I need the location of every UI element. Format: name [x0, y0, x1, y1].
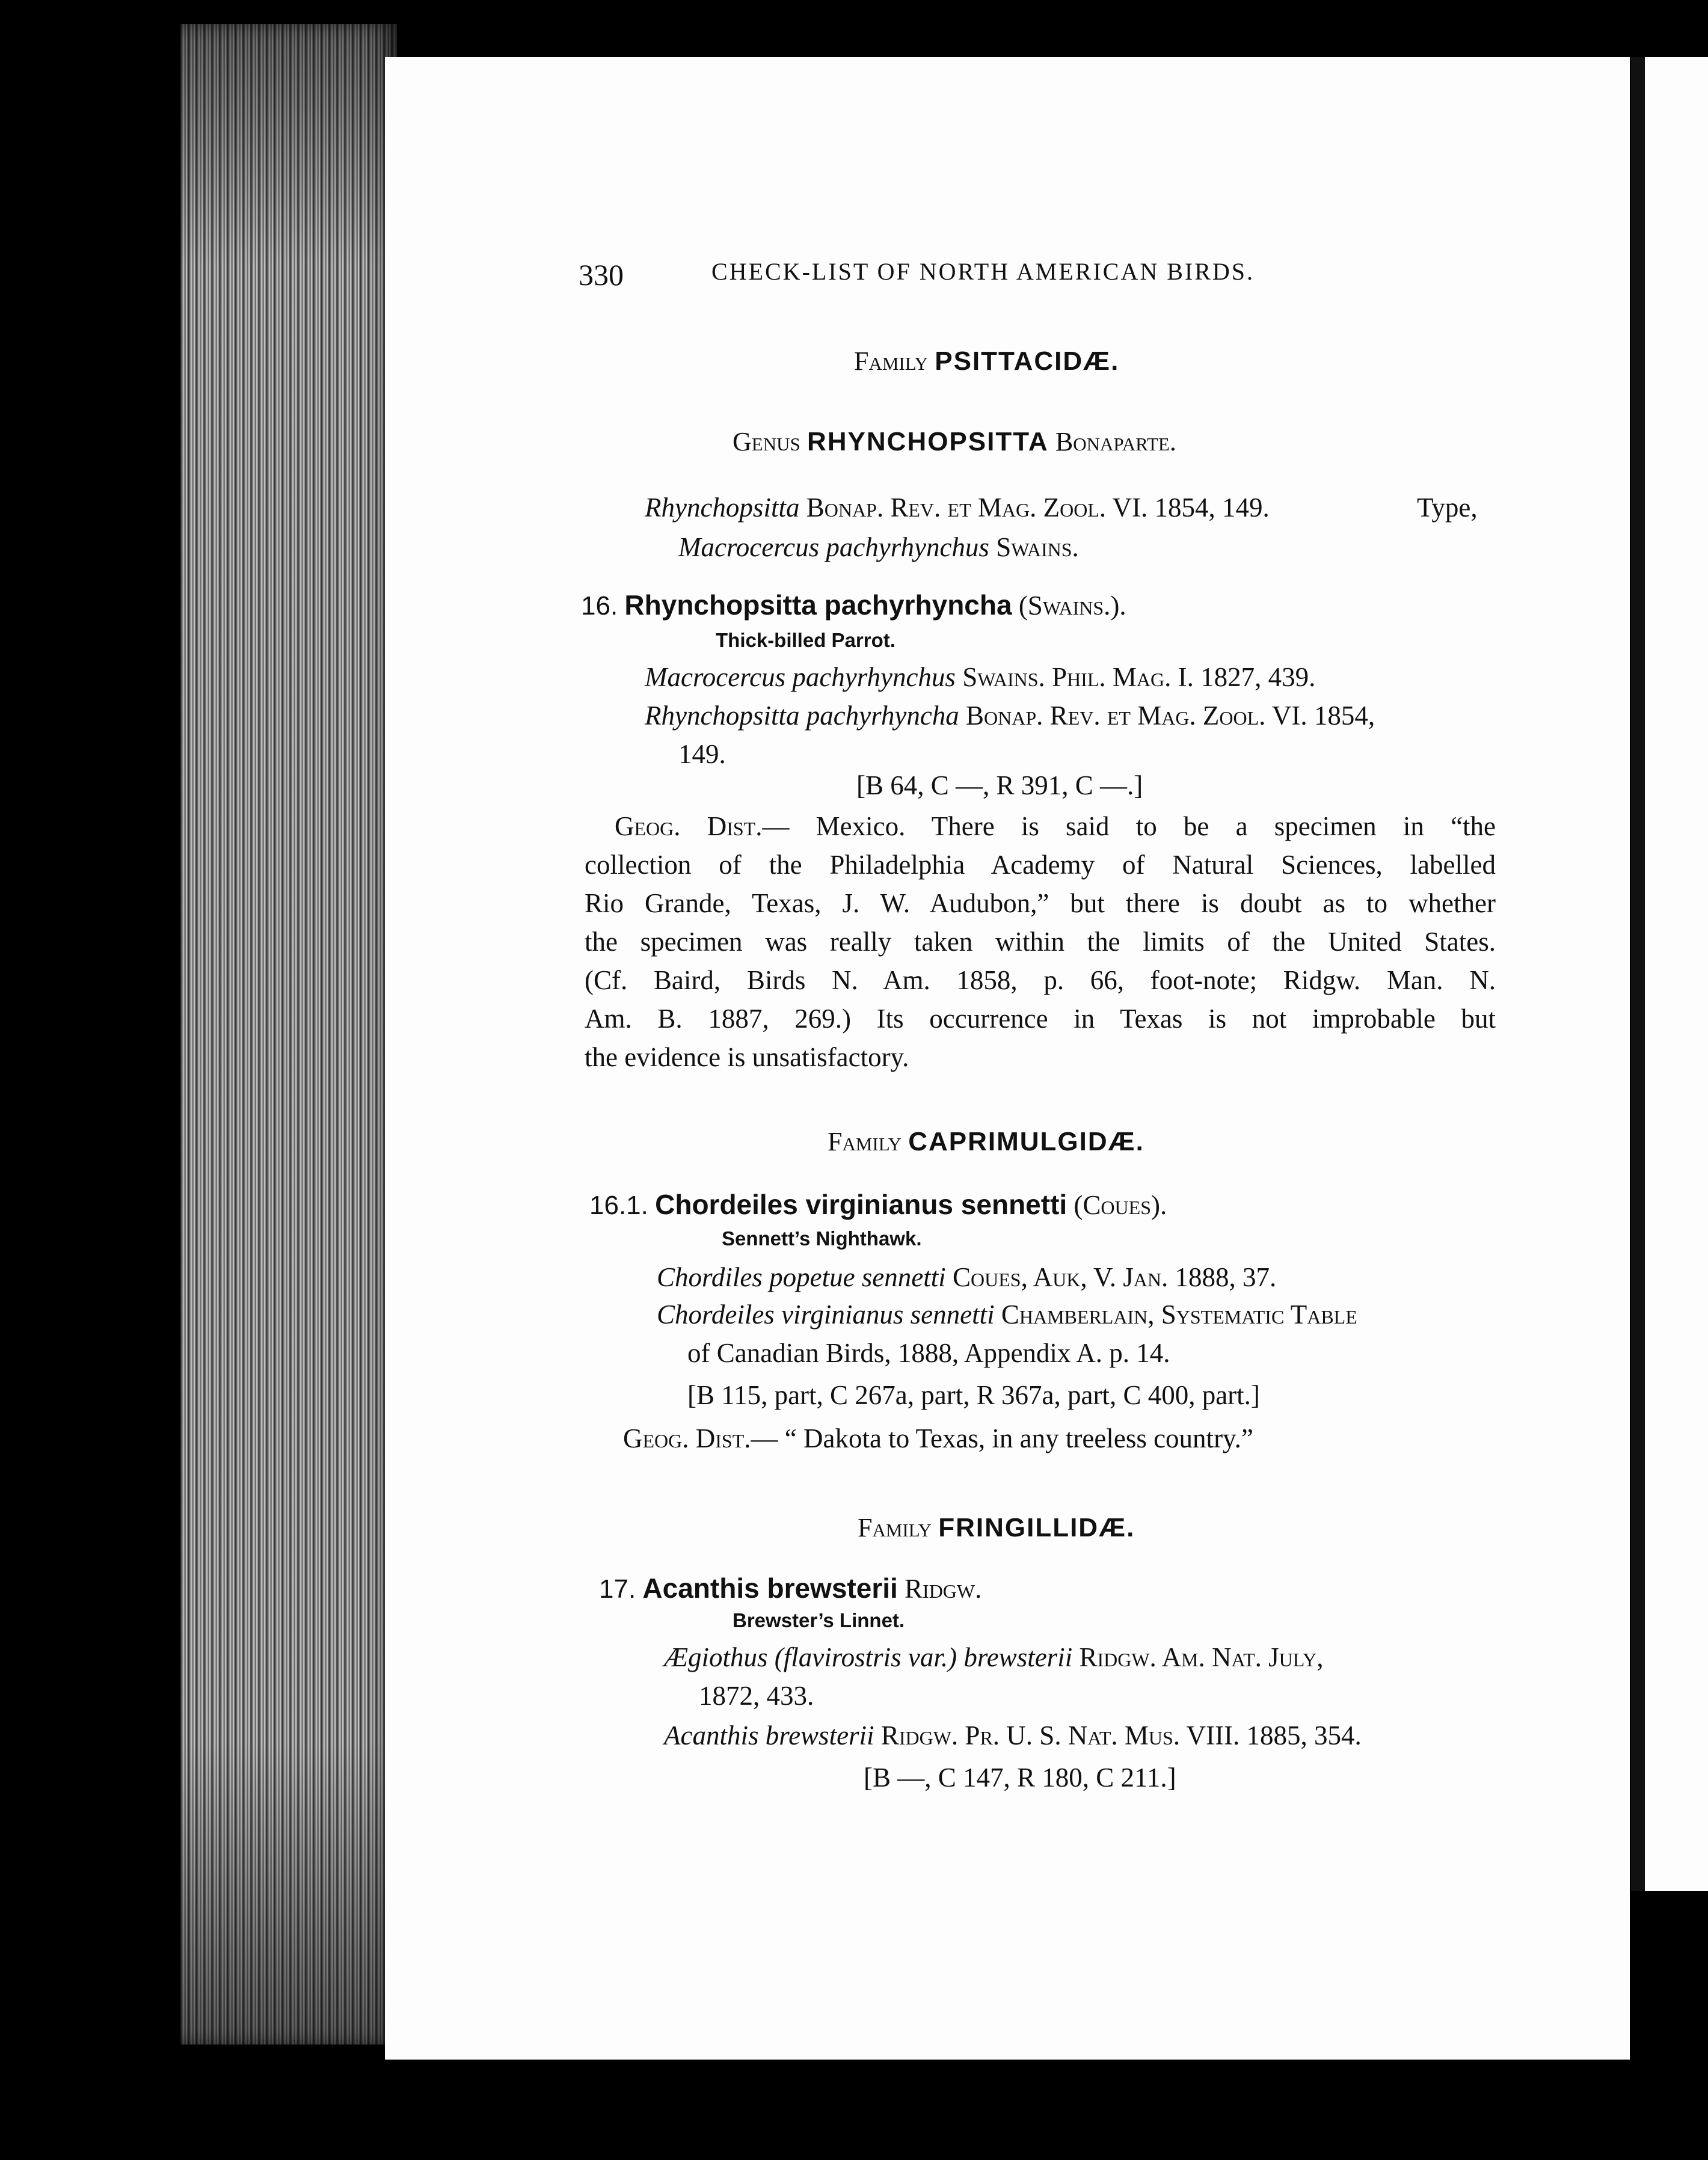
common-name: Brewster’s Linnet.	[733, 1609, 905, 1631]
genus-type-species: Macrocercus pachyrhynchus	[678, 532, 989, 562]
geog-label: Geog. Dist.—	[623, 1423, 778, 1453]
page-number: 330	[579, 258, 624, 292]
synonym-citation: Coues, Auk, V. Jan. 1888, 37.	[953, 1262, 1277, 1292]
synonym-line	[645, 664, 1315, 691]
synonym-line	[657, 1264, 1276, 1291]
genus-name: RHYNCHOPSITTA	[806, 427, 1049, 456]
genus-ref-genus: Rhynchopsitta	[645, 492, 800, 523]
geog-label: Geog. Dist.—	[615, 811, 790, 841]
synonym-line	[664, 1722, 1362, 1749]
family-heading-psittacidae	[854, 348, 1119, 375]
synonym-continuation: of Canadian Birds, 1888, Appendix A. p. 14.	[687, 1338, 1170, 1368]
common-name: Sennett’s Nighthawk.	[722, 1227, 922, 1250]
species-authority: (Coues).	[1074, 1190, 1167, 1220]
species-heading-17	[599, 1574, 981, 1603]
family-name: CAPRIMULGIDÆ.	[908, 1127, 1144, 1156]
common-name: Thick-billed Parrot.	[716, 629, 895, 651]
genus-reference-line-1	[645, 494, 1270, 521]
page-edge-shadow	[180, 24, 397, 2045]
species-number: 17.	[599, 1574, 636, 1604]
geog-line: Rio Grande, Texas, J. W. Audubon,” but there is doubt as to whether	[585, 888, 1496, 918]
synonym-name: Macrocercus pachyrhynchus	[645, 662, 956, 692]
geog-text: “ Dakota to Texas, in any treeless country.”	[784, 1423, 1253, 1453]
genus-label: Genus	[733, 427, 800, 456]
synonym-name: Chordeiles virginianus sennetti	[657, 1299, 995, 1330]
synonym-name: Acanthis brewsterii	[664, 1720, 874, 1750]
synonym-line	[657, 1301, 1357, 1328]
species-name: Rhynchopsitta pachyrhyncha	[624, 589, 1012, 621]
synonym-continuation: 1872, 433.	[699, 1681, 814, 1711]
geog-line: Am. B. 1887, 269.) Its occurrence in Texas is not improbable but	[585, 1004, 1496, 1034]
synonym-name: Chordiles popetue sennetti	[657, 1262, 946, 1292]
genus-reference-line-2	[678, 534, 1079, 561]
geog-line: (Cf. Baird, Birds N. Am. 1858, p. 66, foot-note; Ridgw. Man. N.	[585, 965, 1496, 995]
synonym-name: Rhynchopsitta pachyrhyncha	[645, 701, 959, 731]
synonym-citation: Ridgw. Am. Nat. July,	[1079, 1642, 1324, 1672]
geographic-distribution	[623, 1425, 1253, 1452]
family-label: Family	[858, 1513, 932, 1542]
family-label: Family	[828, 1127, 902, 1156]
synonym-name: Ægiothus (flavirostris var.) brewsterii	[664, 1642, 1073, 1672]
geog-text: Mexico. There is said to be a specimen in “the	[816, 811, 1496, 841]
geog-line: collection of the Philadelphia Academy of Natural Sciences, labelled	[585, 850, 1496, 880]
species-heading-16	[581, 591, 1126, 619]
genus-type-author: Swains.	[996, 532, 1079, 562]
synonym-citation: Bonap. Rev. et Mag. Zool. VI. 1854,	[966, 701, 1375, 731]
synonym-line	[664, 1644, 1323, 1671]
species-name: Chordeiles virginianus sennetti	[655, 1189, 1068, 1220]
genus-ref-citation: Bonap. Rev. et Mag. Zool. VI. 1854, 149.	[806, 492, 1270, 523]
synonym-continuation: 149.	[678, 739, 726, 769]
synonym-citation: Swains. Phil. Mag. I. 1827, 439.	[962, 662, 1316, 692]
species-number: 16.	[581, 591, 618, 621]
geog-line	[585, 807, 1496, 845]
synonym-citation: Chamberlain, Systematic Table	[1001, 1299, 1357, 1330]
species-heading-16-1	[589, 1191, 1167, 1219]
synonym-line	[645, 702, 1375, 729]
genus-authority: Bonaparte.	[1055, 427, 1176, 456]
species-authority: (Swains.).	[1018, 591, 1126, 621]
catalog-references: [B 115, part, C 267a, part, R 367a, part, C 400, part.]	[687, 1380, 1260, 1410]
catalog-references: [B 64, C —, R 391, C —.]	[856, 770, 1143, 800]
family-heading-caprimulgidae	[828, 1128, 1144, 1155]
family-heading-fringillidae	[858, 1514, 1135, 1541]
gutter-shadow	[1631, 57, 1645, 1891]
family-name: PSITTACIDÆ.	[935, 346, 1120, 376]
species-number: 16.1.	[589, 1191, 648, 1220]
facing-page-edge	[1645, 57, 1708, 1891]
genus-ref-type: Type,	[1417, 492, 1478, 523]
geog-line: the specimen was really taken within the limits of the United States.	[585, 927, 1496, 957]
family-label: Family	[854, 346, 928, 376]
synonym-citation: Ridgw. Pr. U. S. Nat. Mus. VIII. 1885, 354.	[880, 1720, 1362, 1750]
geog-line: the evidence is unsatisfactory.	[585, 1042, 909, 1072]
catalog-references: [B —, C 147, R 180, C 211.]	[864, 1763, 1176, 1793]
species-authority: Ridgw.	[905, 1574, 982, 1604]
species-name: Acanthis brewsterii	[642, 1572, 898, 1604]
geographic-distribution	[585, 807, 1496, 1076]
running-title: CHECK-LIST OF NORTH AMERICAN BIRDS.	[711, 258, 1255, 285]
family-name: FRINGILLIDÆ.	[938, 1513, 1135, 1542]
genus-heading	[733, 428, 1176, 455]
